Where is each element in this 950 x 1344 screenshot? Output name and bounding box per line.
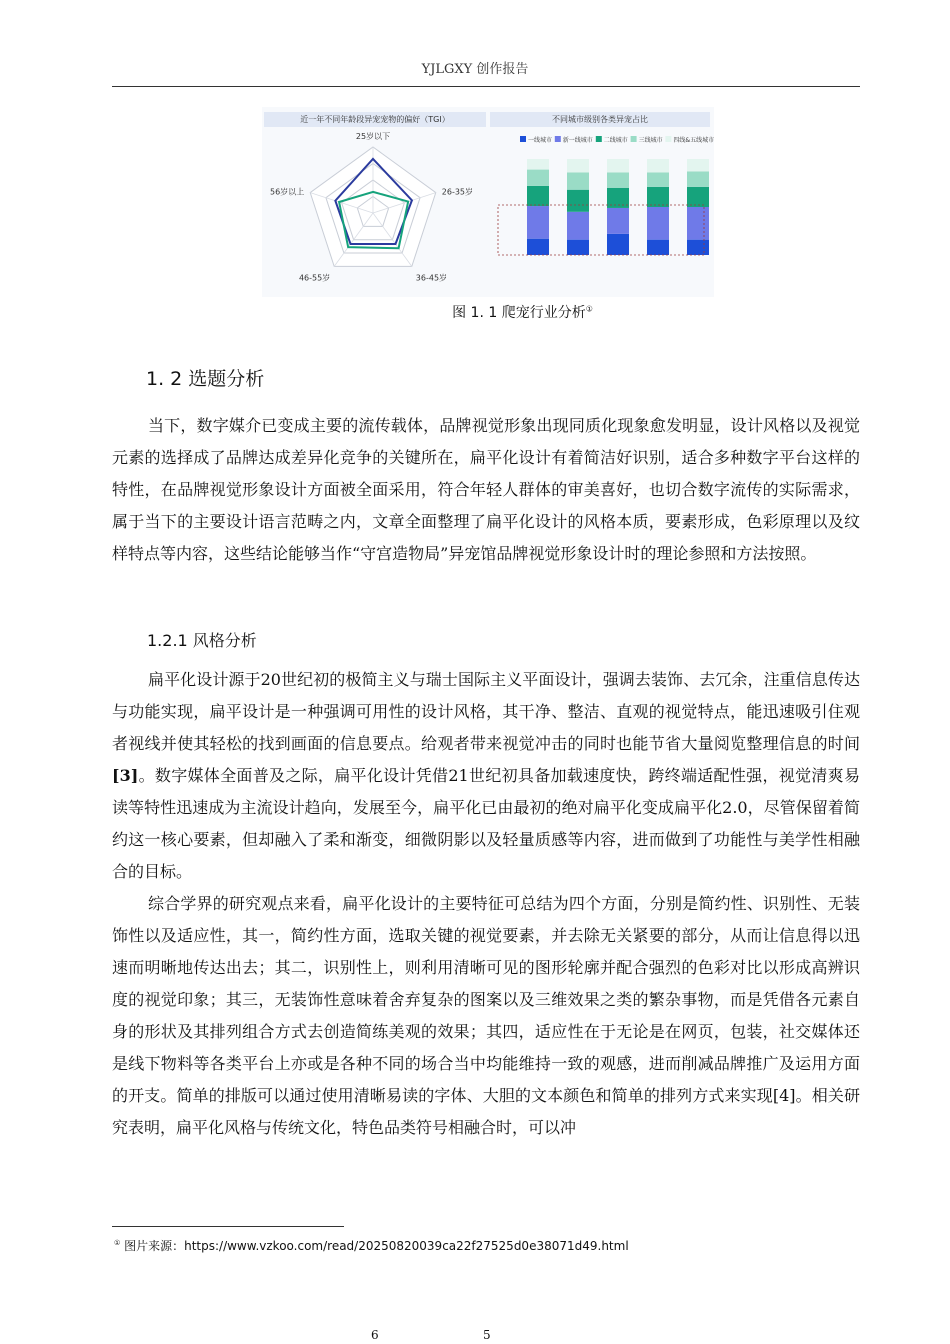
legend-swatch [596, 136, 602, 142]
paragraph-2-b: 。数字媒体全面普及之际，扁平化设计凭借21世纪初具备加载速度快，跨终端适配性强，视觉清爽易读等特性迅速成为主流设计趋向，发展至今，扁平化已由最初的绝对扁平化变成扁平化2.0，尽管保留着简约这一核心要素，但却融入了柔和渐变，细微阴影以及轻量质感等内容，进而做到了功能性与美学性相融合的目标。 [112, 766, 860, 881]
bar-segment [607, 172, 629, 187]
footnote-mark: ① [114, 1239, 121, 1247]
bar-segment [567, 172, 589, 189]
section-title: 1. 2 选题分析 [146, 368, 265, 390]
paragraph-3-a: 综合学界的研究观点来看，扁平化设计的主要特征可总结为四个方面，分别是简约性、识别性、无装饰性以及适应性，其一，简约性方面，选取关键的视觉要素，并去除无关紧要的部分，从而让信息得以迅速而明晰地传达出去；其二，识别性上，则利用清晰可见的图形轮廓并配合强烈的色彩对比以形成高辨识度的视觉印象；其三，无装饰性意味着舍弃复杂的图案以及三维效果之类的繁杂事物，而是凭借各元素自身的形状及其排列组合方式去创造简练美观的效果；其四，适应性在于无论是在网页，包装，社交媒体还是线下物料等各类平台上亦或是各种不同的场合当中均能维持一致的观感，进而削减品牌推广及运用方面的开支。简单的排版可以通过使用清晰易读的字体、大胆的文本颜色和简单的排列方式来实现 [112, 894, 860, 1105]
radar-axis-label: 56岁以上 [270, 187, 305, 197]
footnote-text: 图片来源：https://www.vzkoo.com/read/20250820039ca22f27525d0e38071d49.html [120, 1239, 629, 1253]
figure-caption-text: 图 1. 1 爬宠行业分析 [452, 305, 586, 321]
bar-segment [567, 159, 589, 172]
page-number-left: 6 [371, 1328, 379, 1342]
legend-label: 三线城市 [638, 137, 663, 144]
legend-swatch [631, 136, 637, 142]
legend-label: 四线&五线城市 [673, 137, 714, 144]
bar-segment [567, 212, 589, 240]
bar-segment [607, 208, 629, 234]
bar-segment [527, 159, 549, 170]
radar-axis-label: 36-45岁 [415, 273, 448, 283]
radar-axis-label: 25岁以下 [355, 132, 391, 141]
bar-segment [647, 172, 669, 186]
paragraph-2-a: 扁平化设计源于20世纪初的极简主义与瑞士国际主义平面设计，强调去装饰、去冗余，注重信息传达与功能实现，扁平设计是一种强调可用性的设计风格，其干净、整洁、直观的视觉特点，能迅速吸引住观者视线并使其轻松的找到画面的信息要点。给观者带来视觉冲击的同时也能节省大量阅览整理信息的时间 [112, 670, 860, 753]
bar-segment [527, 206, 549, 239]
radar-axis-label: 26-35岁 [441, 187, 474, 197]
bar-segment [527, 239, 549, 255]
paragraph-1-text: 当下，数字媒介已变成主要的流传载体，品牌视觉形象出现同质化现象愈发明显，设计风格以及视觉元素的选择成了品牌达成差异化竞争的关键所在，扁平化设计有着简洁好识别，适合多种数字平台这样的特性，在品牌视觉形象设计方面被全面采用，符合年轻人群体的审美喜好，也切合数字流传的实际需求，属于当下的主要设计语言范畴之内，文章全面整理了扁平化设计的风格本质，要素形成，色彩原理以及纹样特点等内容，这些结论能够当作“守宫造物局”异宠馆品牌视觉形象设计时的理论参照和方法按照。 [112, 416, 860, 563]
radar-axis-label: 46-55岁 [298, 273, 331, 283]
paragraph-3-b: 。相关研究表明，扁平化风格与传统文化，特色品类符号相融合时，可以冲 [112, 1086, 860, 1137]
bar-segment [647, 207, 669, 240]
bar-segment [687, 207, 709, 240]
legend-swatch [665, 136, 671, 142]
bar-segment [687, 187, 709, 207]
radar-chart [262, 129, 488, 297]
citation-3: [3] [112, 766, 139, 785]
legend-label: 新一线城市 [562, 137, 593, 144]
bar-title: 不同城市级别各类异宠占比 [490, 112, 710, 127]
figure-1-1 [262, 107, 714, 297]
legend-swatch [555, 136, 561, 142]
legend-label: 二线城市 [603, 137, 628, 144]
footnote-rule [112, 1226, 344, 1227]
bar-segment [647, 187, 669, 207]
bar-segment [527, 186, 549, 206]
legend-label: 一线城市 [528, 137, 553, 144]
paragraph-3-text [112, 888, 860, 1144]
bar-segment [647, 159, 669, 172]
running-header: YJLGXY 创作报告 [421, 62, 529, 77]
bar-segment [607, 159, 629, 172]
footnote [114, 1237, 629, 1254]
bar-segment [647, 240, 669, 255]
paragraph-1 [112, 410, 860, 570]
paragraph-2-text [112, 664, 860, 888]
page-number-right: 5 [483, 1328, 491, 1342]
radar-title: 近一年不同年龄段异宠宠物的偏好（TGI） [264, 112, 486, 127]
figure-caption-mark: ① [585, 304, 593, 314]
paragraph-2 [112, 664, 860, 1144]
citation-4: [4] [772, 1086, 796, 1105]
bar-segment [567, 190, 589, 212]
legend-swatch [520, 136, 526, 142]
subsection-title: 1.2.1 风格分析 [147, 631, 257, 650]
figure-caption [0, 302, 950, 322]
bar-segment [687, 240, 709, 255]
bar-segment [527, 170, 549, 186]
stacked-bar-chart [488, 129, 714, 297]
bar-segment [687, 159, 709, 171]
bar-segment [687, 171, 709, 186]
header-rule [112, 86, 860, 87]
bar-segment [607, 234, 629, 255]
bar-segment [567, 240, 589, 255]
